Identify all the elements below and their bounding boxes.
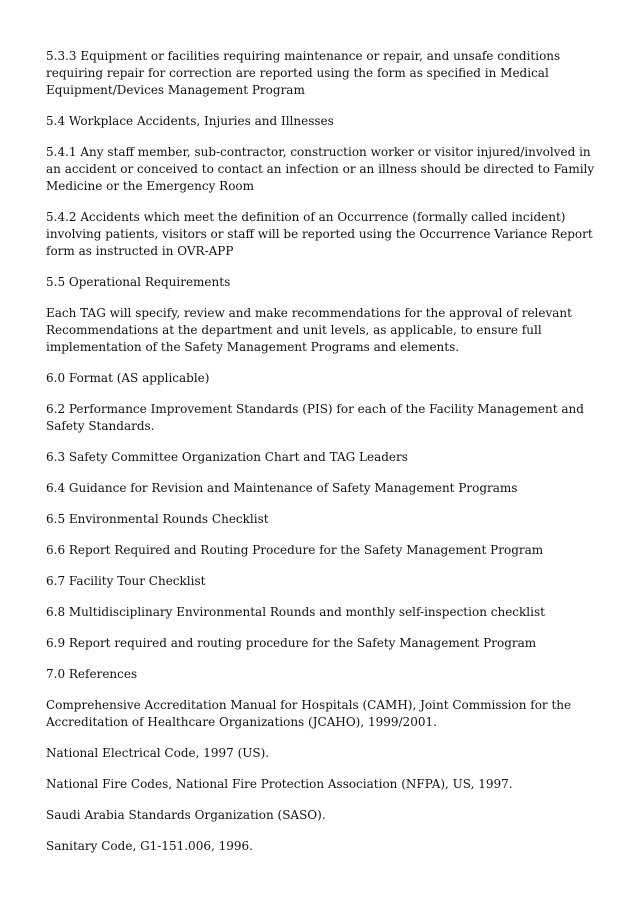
heading-6-0: 6.0 Format (AS applicable)	[46, 371, 210, 385]
reference-camh: Comprehensive Accreditation Manual for Hospitals (CAMH), Joint Commission for the Accreditation of Healthcare Organizations (JCAHO), 1999/2001.	[46, 698, 572, 729]
reference-sanitary-code: Sanitary Code, G1-151.006, 1996.	[46, 839, 253, 853]
item-6-5: 6.5 Environmental Rounds Checklist	[46, 512, 269, 526]
paragraph-tag-recommendations: Each TAG will specify, review and make recommendations for the approval of relevant Recommendations at the department and unit levels, as applicable, to ensure full implementation of the Safety Management Programs and elements.	[46, 306, 572, 354]
paragraph-5-4-1: 5.4.1 Any staff member, sub-contractor, construction worker or visitor injured/involved in an accident or conceived to contact an infection or an illness should be directed to Family Medicine or the Emergency Room	[46, 145, 595, 193]
reference-nfpa: National Fire Codes, National Fire Protection Association (NFPA), US, 1997.	[46, 777, 513, 791]
heading-5-4: 5.4 Workplace Accidents, Injuries and Illnesses	[46, 114, 334, 128]
item-6-6: 6.6 Report Required and Routing Procedure for the Safety Management Program	[46, 543, 544, 557]
item-6-2: 6.2 Performance Improvement Standards (PIS) for each of the Facility Management and Safety Standards.	[46, 402, 584, 433]
item-6-8: 6.8 Multidisciplinary Environmental Rounds and monthly self-inspection checklist	[46, 605, 545, 619]
item-6-9: 6.9 Report required and routing procedure for the Safety Management Program	[46, 636, 537, 650]
heading-5-5: 5.5 Operational Requirements	[46, 275, 231, 289]
item-6-4: 6.4 Guidance for Revision and Maintenance of Safety Management Programs	[46, 481, 518, 495]
reference-saso: Saudi Arabia Standards Organization (SASO).	[46, 808, 326, 822]
reference-nec: National Electrical Code, 1997 (US).	[46, 746, 270, 760]
paragraph-5-3-3: 5.3.3 Equipment or facilities requiring maintenance or repair, and unsafe conditions requiring repair for correction are reported using the form as specified in Medical Equipment/Devices Management Program	[46, 49, 561, 97]
item-6-7: 6.7 Facility Tour Checklist	[46, 574, 206, 588]
paragraph-5-4-2: 5.4.2 Accidents which meet the definition of an Occurrence (formally called incident) involving patients, visitors or staff will be reported using the Occurrence Variance Report form as instructed in OVR-APP	[46, 210, 593, 258]
heading-7-0: 7.0 References	[46, 667, 138, 681]
item-6-3: 6.3 Safety Committee Organization Chart and TAG Leaders	[46, 450, 408, 464]
